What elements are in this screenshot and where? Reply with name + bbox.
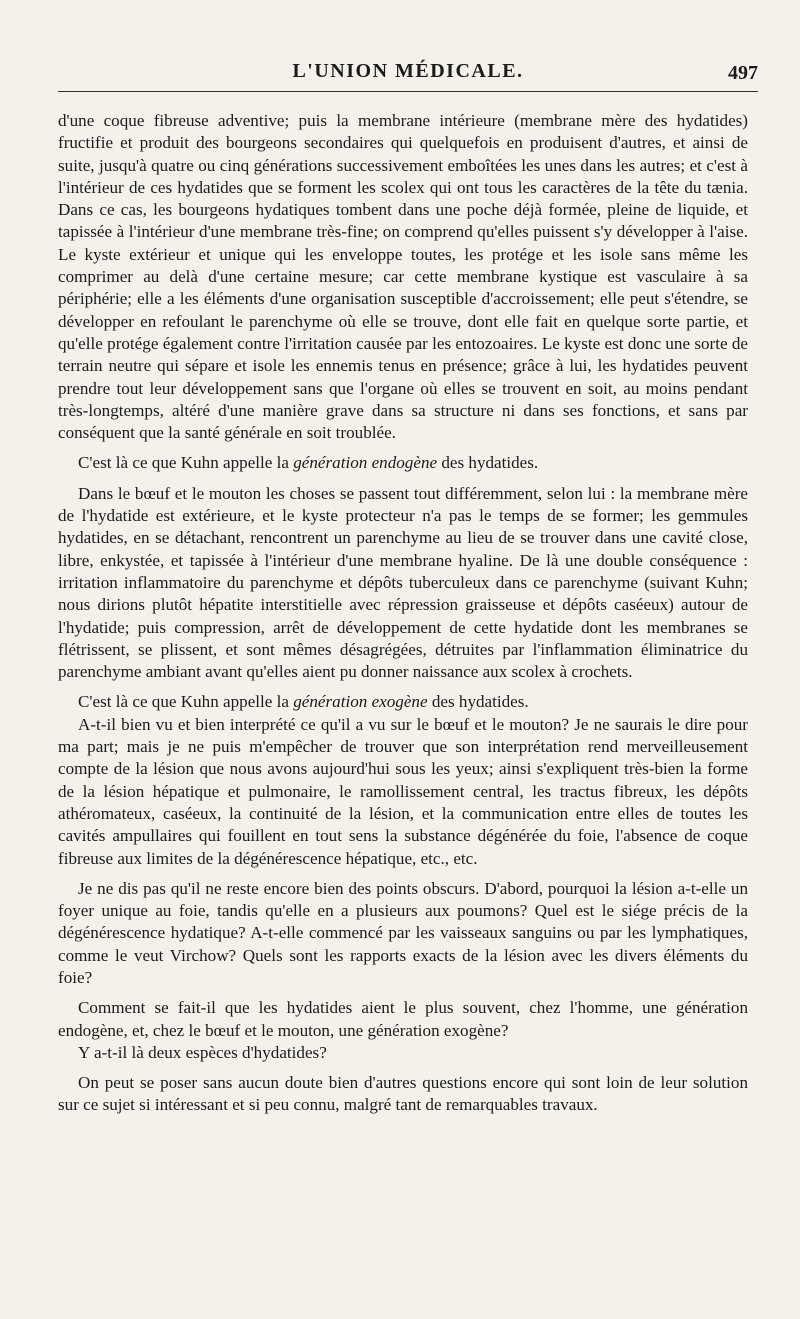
article-body (58, 110, 748, 1117)
running-header (58, 58, 758, 92)
paragraph-6: Je ne dis pas qu'il ne reste encore bien des points obscurs. D'abord, pourquoi la lésion a-t-elle un foyer unique au foie, tandis qu'elle en a plusieurs aux poumons? Quel est le siége précis de la dégénérescence hydatique? A-t-elle commencé par les vaisseaux sanguins ou par les lymphatiques, comme le veut Virchow? Quels sont les rapports exacts de la lésion avec les divers éléments du foie? (58, 878, 748, 987)
term-endogene: génération endogène (293, 453, 438, 473)
page-number: 497 (728, 62, 758, 84)
paragraph-7: Comment se fait-il que les hydatides aient le plus souvent, chez l'homme, une génération endogène, et, chez le bœuf et le mouton, une génération exogène? (58, 998, 748, 1040)
paragraph-1: d'une coque fibreuse adventive; puis la membrane intérieure (membrane mère des hydatides) fructifie et produit des bourgeons secondaires qui quelquefois en produisent d'autres, et ainsi de suite, jusqu'à quatre ou cinq générations successivement emboîtées les unes dans les autres; et c'est à l'intérieur de ces hydatides que se forment les scolex qui ont tous les caractères de la tête du tænia. Dans ce cas, les bourgeons hydatiques tombent dans une poche déjà formée, pleine de liquide, et tapissée à l'intérieur d'une membrane très-fine; on comprend qu'elles puissent s'y développer à l'aise. Le kyste extérieur et unique qui les enveloppe toutes, les protége et les isole sans même les comprimer au delà d'une certaine mesure; car cette membrane kystique est vasculaire à sa périphérie; elle a les éléments d'une organisation susceptible d'accroissement; elle peut s'étendre, se développer en refoulant le parenchyme où elle se trouve, dont elle fait en quelque sorte partie, et qu'elle protége également contre l'irritation causée par les entozoaires. Le kyste est donc une sorte de terrain neutre qui sépare et isole les ennemis tenus en présence; grâce à lui, les hydatides peuvent prendre tout leur développement sans que l'organe où elles se trouvent en soit, au moins pendant très-longtemps, altéré d'une manière grave dans sa structure ni dans ses fonctions, et sans par conséquent que la santé générale en soit troublée. (58, 111, 748, 443)
paragraph-5: A-t-il bien vu et bien interprété ce qu'il a vu sur le bœuf et le mouton? Je ne saurais le dire pour ma part; mais je ne puis m'empêcher de trouver que son interprétation rend merveilleusement compte de la lésion que nous avons aujourd'hui sous les yeux; ainsi s'expliquent très-bien la forme de la lésion hépatique et pulmonaire, le ramollissement central, les tractus fibreux, les dépôts athéromateux, caséeux, la continuité de la lésion, et la communication entre elles de toutes les cavités ampullaires qui fouillent en tout sens la substance dégénérée du foie, l'absence de coque fibreuse aux limites de la dégénérescence hépatique, etc., etc. (58, 714, 748, 868)
term-exogene: génération exogène (293, 692, 428, 712)
paragraph-9: On peut se poser sans aucun doute bien d'autres questions encore qui sont loin de leur solution sur ce sujet si intéressant et si peu connu, malgré tant de remarquables travaux. (58, 1073, 748, 1115)
paragraph-8: Y a-t-il là deux espèces d'hydatides? (78, 1042, 327, 1062)
header-rule (58, 91, 758, 92)
paragraph-2: C'est là ce que Kuhn appelle la génération endogène des hydatides. (78, 453, 539, 473)
paragraph-4: C'est là ce que Kuhn appelle la génération exogène des hydatides. (78, 692, 529, 712)
paragraph-3: Dans le bœuf et le mouton les choses se passent tout différemment, selon lui : la membrane mère de l'hydatide est extérieure, et le kyste protecteur n'a pas le temps de se former; les gemmules hydatides, en se détachant, rencontrent un parenchyme au lieu de se trouver dans une cavité close, libre, enkystée, et tapissée à l'intérieur d'une membrane hyaline. De là une double conséquence : irritation inflammatoire du parenchyme et dépôts tuberculeux dans ce parenchyme (suivant Kuhn; nous dirions plutôt hépatite interstitielle avec répression graisseuse et dépôts caséeux) autour de l'hydatide; puis compression, arrêt de développement de cette hydatide dont les membranes se flétrissent, se plissent, et sont mêmes désagrégées, détruites par l'inflammation éliminatrice du parenchyme ambiant avant qu'elles aient pu donner naissance aux scolex à crochets. (58, 483, 748, 682)
journal-title: L'UNION MÉDICALE. (292, 60, 524, 82)
